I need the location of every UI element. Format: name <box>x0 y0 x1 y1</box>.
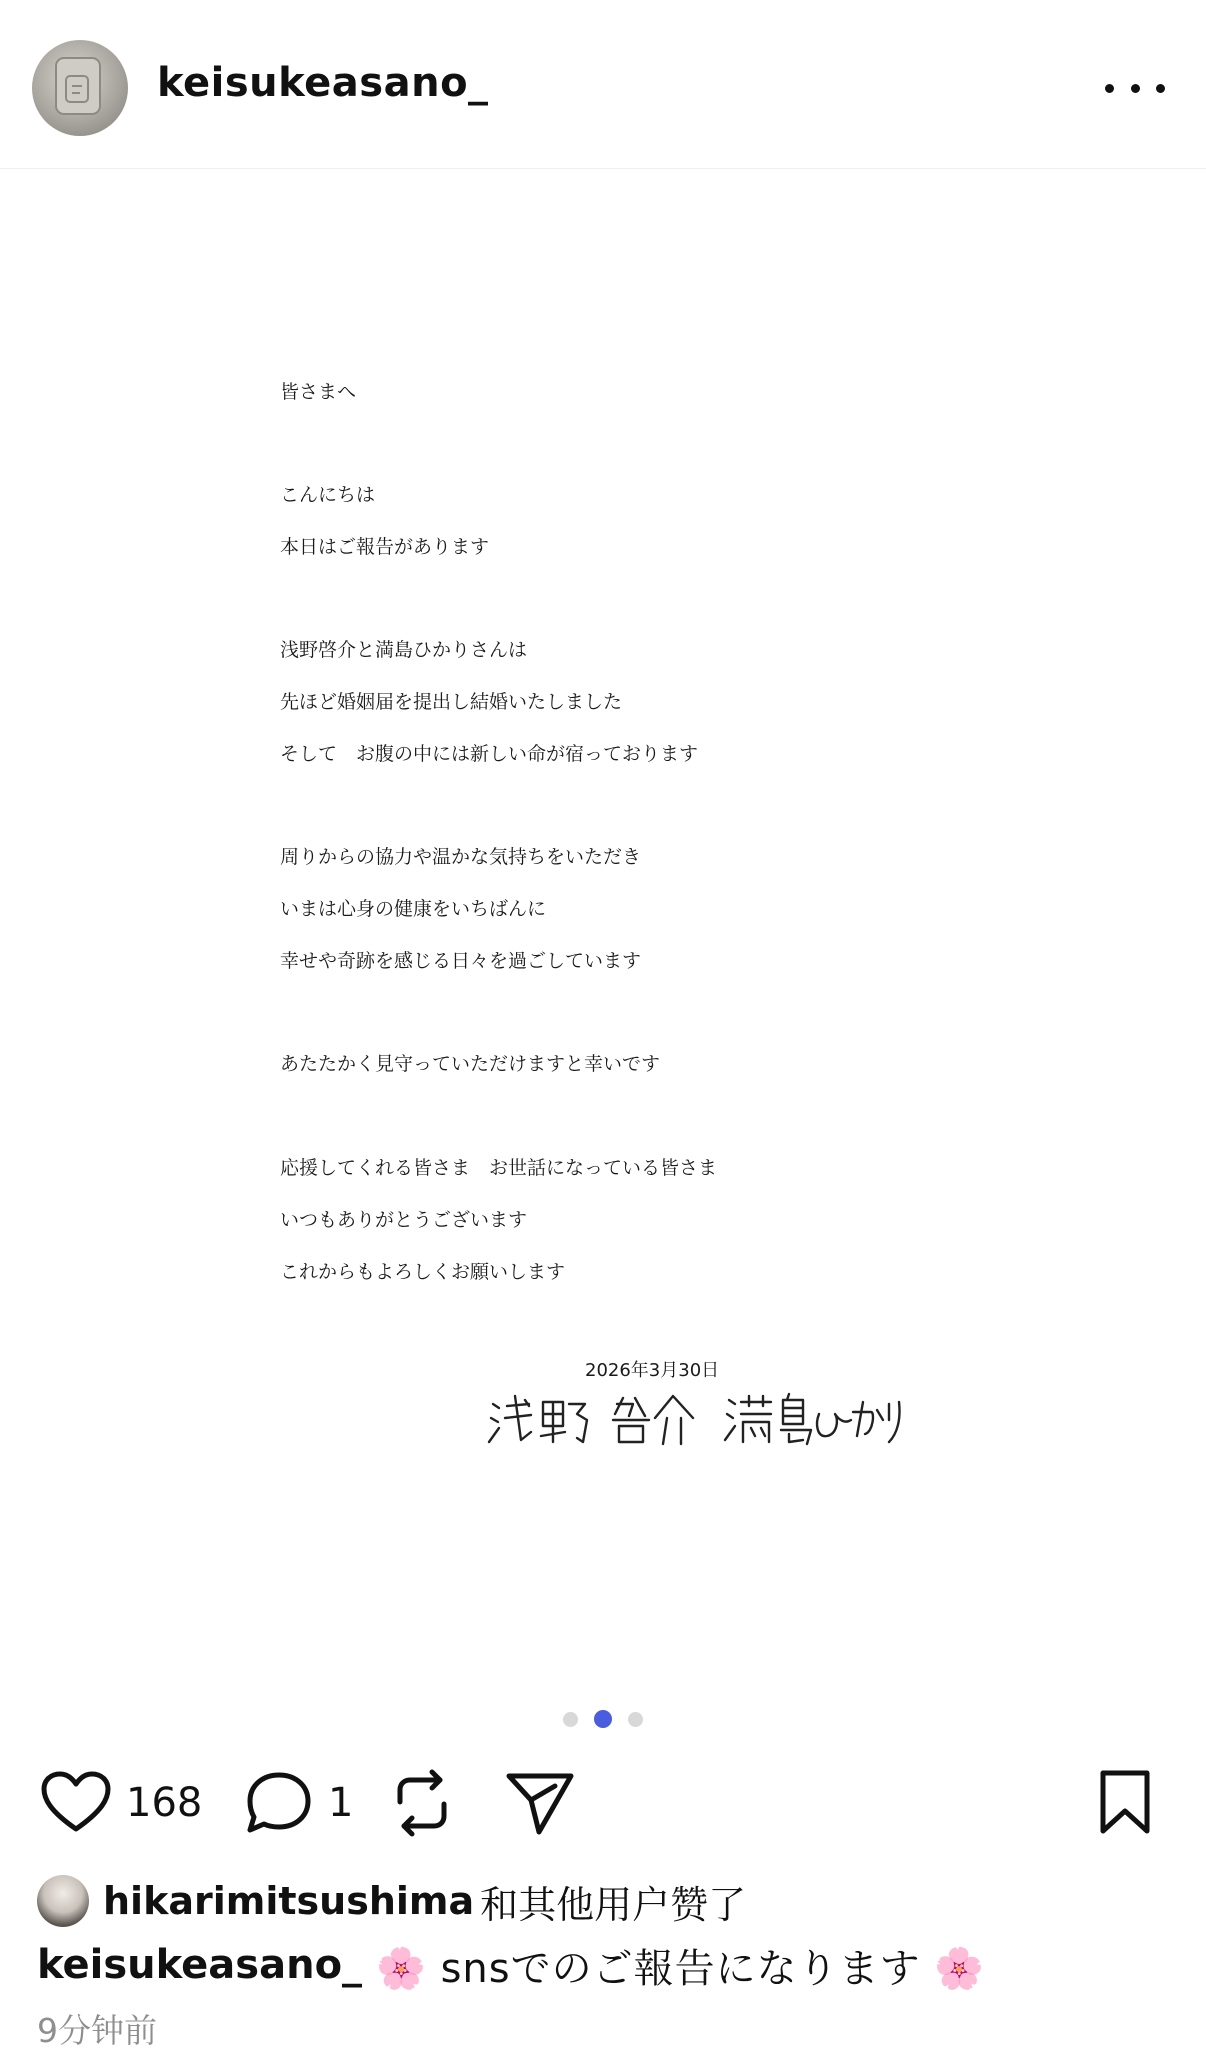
like-count: 168 <box>126 1779 203 1826</box>
comment-button[interactable] <box>244 1760 353 1845</box>
caption-text: 🌸 snsでのご報告になります 🌸 <box>376 1945 986 1992</box>
repost-button[interactable] <box>390 1760 454 1845</box>
repost-icon <box>390 1768 454 1838</box>
action-bar <box>0 1760 1206 1845</box>
comment-icon <box>244 1770 314 1836</box>
like-button[interactable] <box>40 1760 202 1845</box>
letter-line: そして お腹の中には新しい命が宿っております <box>280 743 699 765</box>
bookmark-icon <box>1095 1769 1155 1837</box>
save-button[interactable] <box>1095 1760 1155 1845</box>
letter-line: 本日はご報告があります <box>280 536 490 558</box>
carousel-dot[interactable] <box>628 1712 643 1727</box>
liked-by-text[interactable]: 和其他用户赞了 <box>480 1882 747 1927</box>
letter-line: これからもよろしくお願いします <box>280 1261 566 1283</box>
carousel-dot-active[interactable] <box>594 1710 612 1728</box>
letter-date: 2026年3月30日 <box>585 1360 720 1381</box>
profile-avatar[interactable] <box>32 40 128 136</box>
post-image[interactable] <box>0 169 1206 1709</box>
caption <box>37 1935 985 1995</box>
post-header <box>0 0 1206 169</box>
letter-line: 皆さまへ <box>280 381 357 403</box>
more-options-icon[interactable] <box>1105 70 1165 106</box>
comment-count: 1 <box>328 1779 354 1826</box>
letter-line: 幸せや奇跡を感じる日々を過ごしています <box>280 950 642 972</box>
carousel-dot[interactable] <box>563 1712 578 1727</box>
letter-line: いつもありがとうございます <box>280 1209 528 1231</box>
letter-line: 周りからの協力や温かな気持ちをいただき <box>280 846 642 868</box>
letter-line: 応援してくれる皆さま お世話になっている皆さま <box>280 1157 718 1179</box>
post-timestamp: 9分钟前 <box>37 2011 157 2050</box>
heart-icon <box>40 1771 112 1835</box>
letter-line: いまは心身の健康をいちばんに <box>280 898 547 920</box>
liker-avatar[interactable] <box>37 1875 89 1927</box>
caption-username[interactable]: keisukeasano_ <box>37 1942 363 1988</box>
liked-by-row[interactable] <box>37 1872 746 1930</box>
more-dot <box>1156 84 1165 93</box>
liker-username[interactable]: hikarimitsushima <box>103 1879 475 1923</box>
letter-line: あたたかく見守っていただけますと幸いです <box>280 1053 661 1075</box>
avatar-image <box>32 40 128 136</box>
send-icon <box>505 1770 575 1836</box>
letter-line: 浅野啓介と満島ひかりさんは <box>280 639 528 661</box>
more-dot <box>1105 84 1114 93</box>
letter-line: こんにちは <box>280 484 376 506</box>
post-username[interactable]: keisukeasano_ <box>157 60 489 106</box>
more-dot <box>1131 84 1140 93</box>
letter-line: 先ほど婚姻届を提出し結婚いたしました <box>280 691 623 713</box>
carousel-indicator <box>563 1710 643 1728</box>
share-button[interactable] <box>505 1760 575 1845</box>
handwritten-signature <box>485 1384 905 1454</box>
